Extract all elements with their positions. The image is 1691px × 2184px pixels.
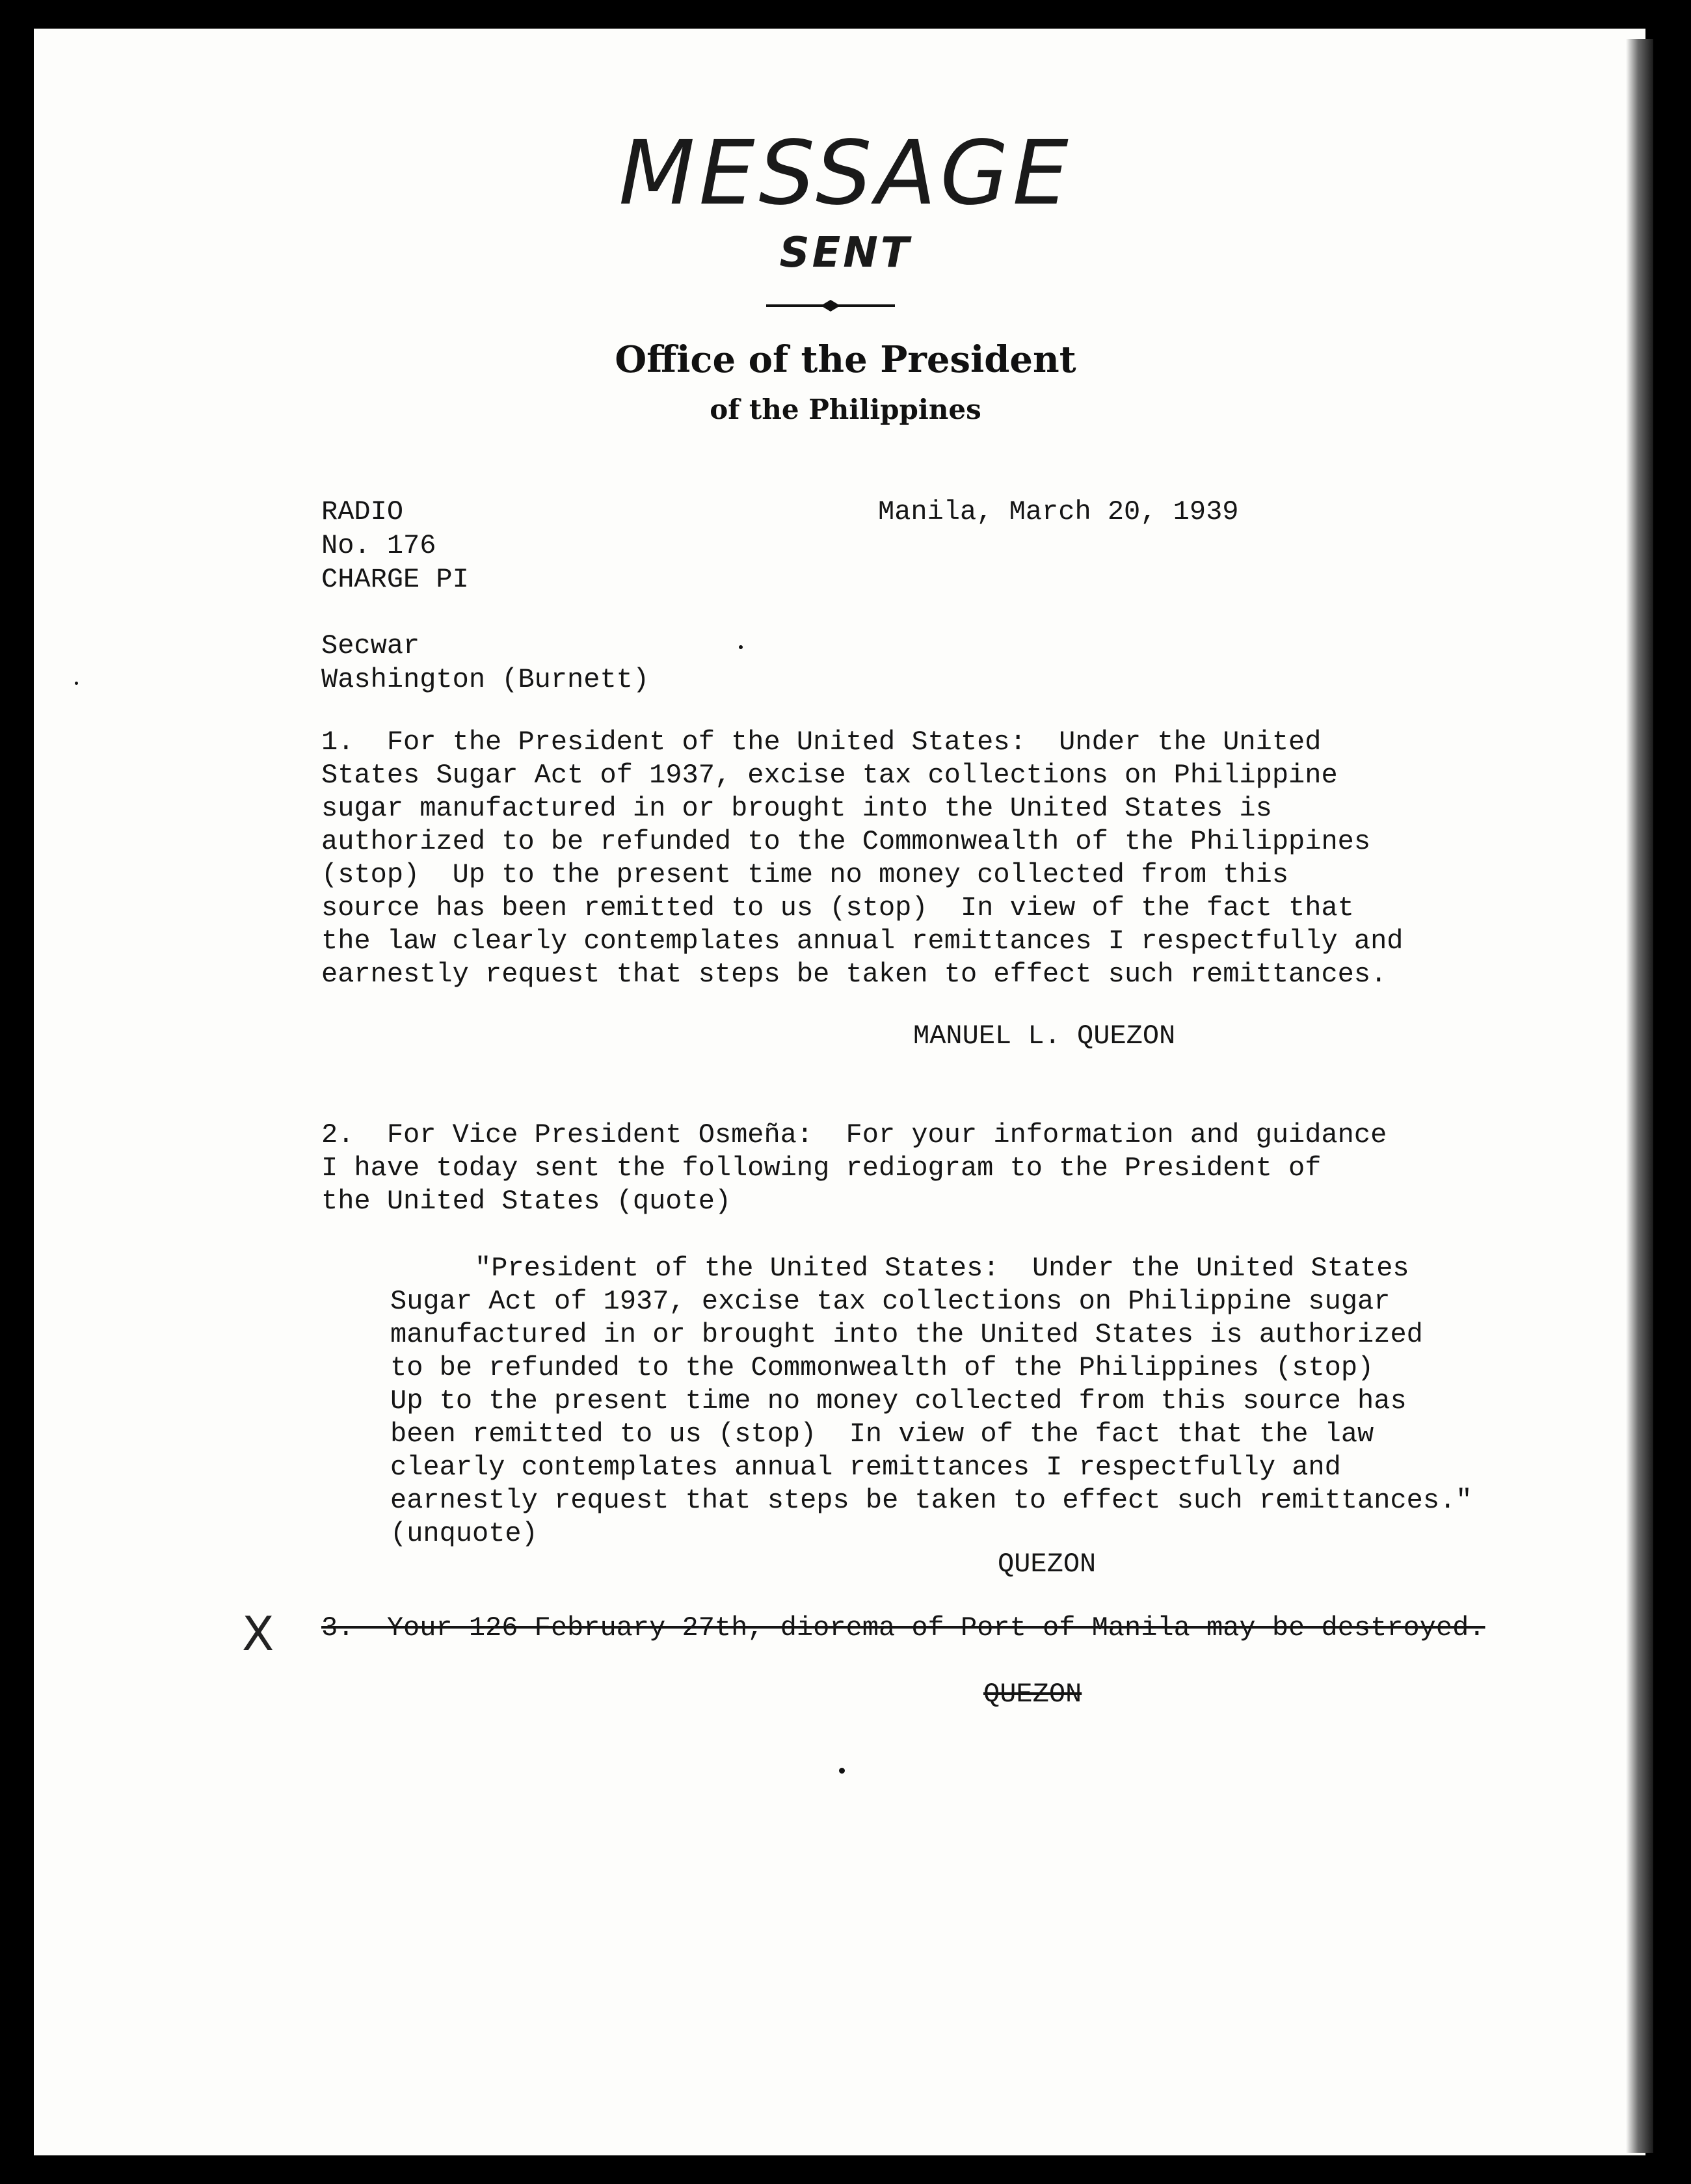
radio-number: No. 176 [321,530,436,561]
letterhead-subtitle: SENT [779,229,912,277]
quote-line: Sugar Act of 1937, excise tax collections on Philippine sugar [390,1286,1391,1317]
ink-speck [739,645,743,649]
section-1-line: the law clearly contemplates annual remittances I respectfully and [321,926,1404,957]
section-1-line: States Sugar Act of 1937, excise tax collections on Philippine [321,760,1338,791]
margin-x-mark: X [242,1606,274,1661]
letterhead-title: MESSAGE [619,122,1072,225]
section-1-line: source has been remitted to us (stop) In view of the fact that [321,892,1354,924]
place-date: Manila, March 20, 1939 [878,496,1239,527]
quote-line: earnestly request that steps be taken to effect such remittances." [390,1485,1472,1516]
office-line-2: of the Philippines [710,393,981,425]
section-1-body [321,726,1403,991]
section-2-line: I have today sent the following rediogram to the President of [321,1152,1322,1184]
section-2-quote [390,1252,1472,1551]
quote-line: manufactured in or brought into the United States is authorized [390,1319,1423,1350]
section-3-struck-line: 3. Your 126 February 27th, diorema of Port of Manila may be destroyed. [321,1612,1485,1644]
section-2-signature: QUEZON [998,1549,1097,1580]
addressee-line-1: Secwar [321,630,420,661]
section-1-line: sugar manufactured in or brought into the United States is [321,793,1272,824]
office-line-1: Office of the President [615,338,1076,381]
ink-speck [839,1768,845,1774]
section-2-line: the United States (quote) [321,1186,732,1217]
quote-line: been remitted to us (stop) In view of the fact that the law [390,1418,1374,1450]
section-1-line: 1. For the President of the United States: Under the United [321,726,1322,758]
section-1-line: (stop) Up to the present time no money collected from this [321,859,1289,890]
quote-line: (unquote) [390,1518,538,1549]
section-2-line: 2. For Vice President Osmeña: For your information and guidance [321,1119,1387,1151]
radio-label: RADIO [321,496,404,527]
quote-line: Up to the present time no money collected from this source has [390,1385,1407,1417]
addressee-line-2: Washington (Burnett) [321,664,650,695]
section-2-body [321,1119,1387,1218]
charge-code: CHARGE PI [321,564,469,595]
section-1-signature: MANUEL L. QUEZON [913,1020,1176,1052]
section-3-signature-struck: QUEZON [983,1679,1082,1710]
quote-line: "President of the United States: Under the United States [475,1253,1409,1284]
ornament-divider [766,298,895,313]
quote-line: clearly contemplates annual remittances I respectfully and [390,1452,1341,1483]
quote-line: to be refunded to the Commonwealth of the Philippines (stop) [390,1352,1374,1383]
section-1-line: authorized to be refunded to the Commonwealth of the Philippines [321,826,1371,857]
ink-speck [75,682,78,685]
section-1-line: earnestly request that steps be taken to effect such remittances. [321,959,1387,990]
